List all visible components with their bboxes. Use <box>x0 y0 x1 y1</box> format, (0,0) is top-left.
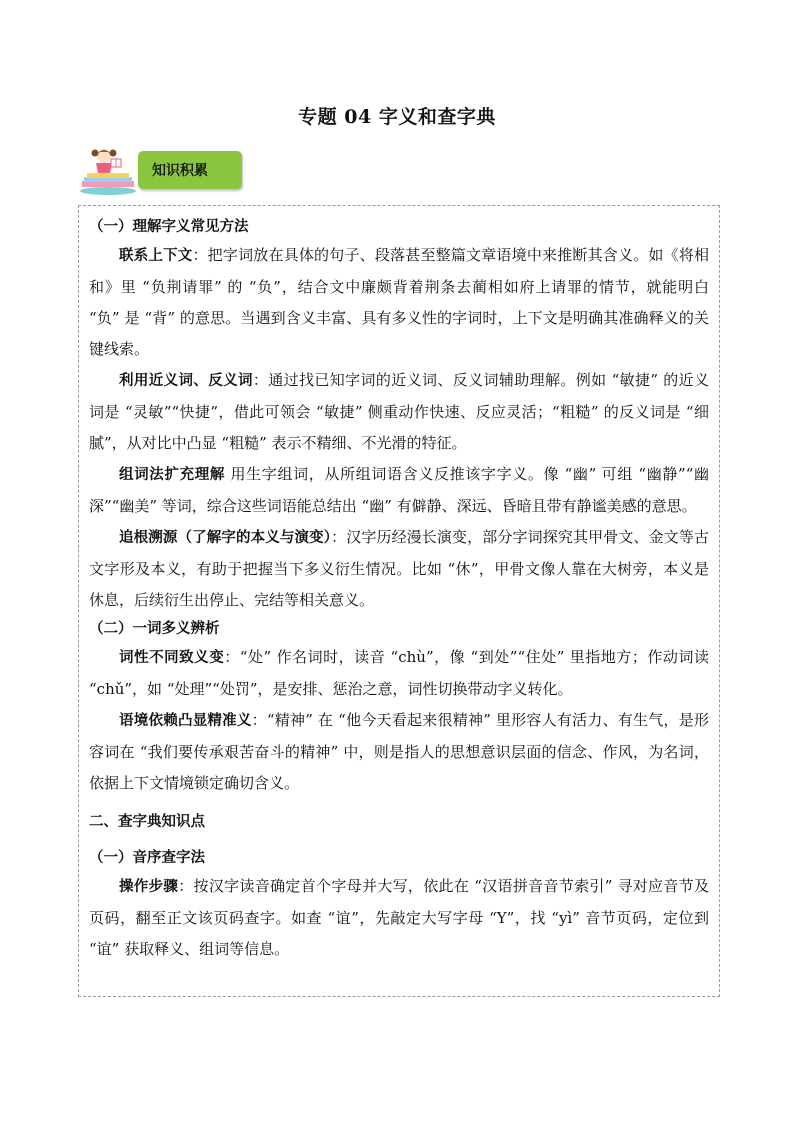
paragraph-2 <box>89 365 709 459</box>
paragraph-1 <box>89 240 709 365</box>
paragraph-4-label: 追根溯源（了解字的本义与演变） <box>119 530 332 546</box>
paragraph-1-label: 联系上下文 <box>119 248 193 264</box>
section-header <box>78 145 248 195</box>
document-title: 专题 04 字义和查字典 <box>298 106 496 128</box>
paragraph-2-text: ：通过找已知字词的近义词、反义词辅助理解。例如 “敏捷” 的近义词是 “灵敏”“快捷”，借此可领会 “敏捷” 侧重动作快速、反应灵活；“粗糙” 的反义词是 “细腻”，从对比中凸显 “粗糙” 表示不精细、不光滑的特征。 <box>89 371 709 452</box>
paragraph-6-label: 语境依赖凸显精准义 <box>119 713 252 729</box>
content-body <box>89 214 709 965</box>
section-heading-1: （一）理解字义常见方法 <box>89 219 249 235</box>
paragraph-2-label: 利用近义词、反义词 <box>119 373 253 389</box>
paragraph-6 <box>89 705 709 799</box>
paragraph-5-text: ：“处” 作名词时，读音 “chù”，像 “到处”“住处” 里指地方；作动词读 “chǔ”，如 “处理”“处罚”，是安排、惩治之意，词性切换带动字义转化。 <box>89 648 709 698</box>
paragraph-3 <box>89 459 709 522</box>
paragraph-4-text: ：汉字历经漫长演变，部分字词探究其甲骨文、金文等古文字形及本义，有助于把握当下多义衍生情况。比如 “休”，甲骨文像人靠在大树旁，本义是休息，后续衍生出停止、完结等相关意义。 <box>89 528 709 609</box>
paragraph-6-text: ：“精神” 在 “他今天看起来很精神” 里形容人有活力、有生气，是形容词在 “我们要传承艰苦奋斗的精神” 中，则是指人的思想意识层面的信念、作风，为名词，依据上下文情境锁定确切含义。 <box>89 711 709 792</box>
paragraph-3-label: 组词法扩充理解 <box>119 467 226 483</box>
paragraph-1-text: ：把字词放在具体的句子、段落甚至整篇文章语境中来推断其含义。如《将相和》里 “负荆请罪” 的 “负”，结合文中廉颇背着荆条去蔺相如府上请罪的情节，就能明白 “负” 是 “背” 的意思。当遇到含义丰富、具有多义性的字词时，上下文是明确其准确释义的关键线索。 <box>89 246 709 358</box>
paragraph-5 <box>89 642 709 705</box>
paragraph-7 <box>89 871 709 965</box>
section-heading-3: 二、查字典知识点 <box>89 814 205 830</box>
knowledge-accumulation-label: 知识积累 <box>138 151 242 189</box>
content-box <box>78 205 720 997</box>
paragraph-5-label: 词性不同致义变 <box>119 650 225 666</box>
paragraph-4 <box>89 522 709 616</box>
section-heading-4: （一）音序查字法 <box>89 850 205 866</box>
section-heading-2: （二）一词多义辨析 <box>89 621 220 637</box>
reading-girl-mascot-icon <box>78 145 138 195</box>
paragraph-3-text: 用生字组词，从所组词语含义反推该字字义。像 “幽” 可组 “幽静”“幽深”“幽美” 等词，综合这些词语能总结出 “幽” 有僻静、深远、昏暗且带有静谧美感的意思。 <box>89 465 710 515</box>
paragraph-7-label: 操作步骤 <box>119 879 179 895</box>
paragraph-7-text: ：按汉字读音确定首个字母并大写，依此在 “汉语拼音音节索引” 寻对应音节及页码，翻至正文该页码查字。如查 “谊”，先敲定大写字母 “Y”，找 “yì” 音节页码，定位到 “谊” 获取释义、组词等信息。 <box>89 877 709 958</box>
